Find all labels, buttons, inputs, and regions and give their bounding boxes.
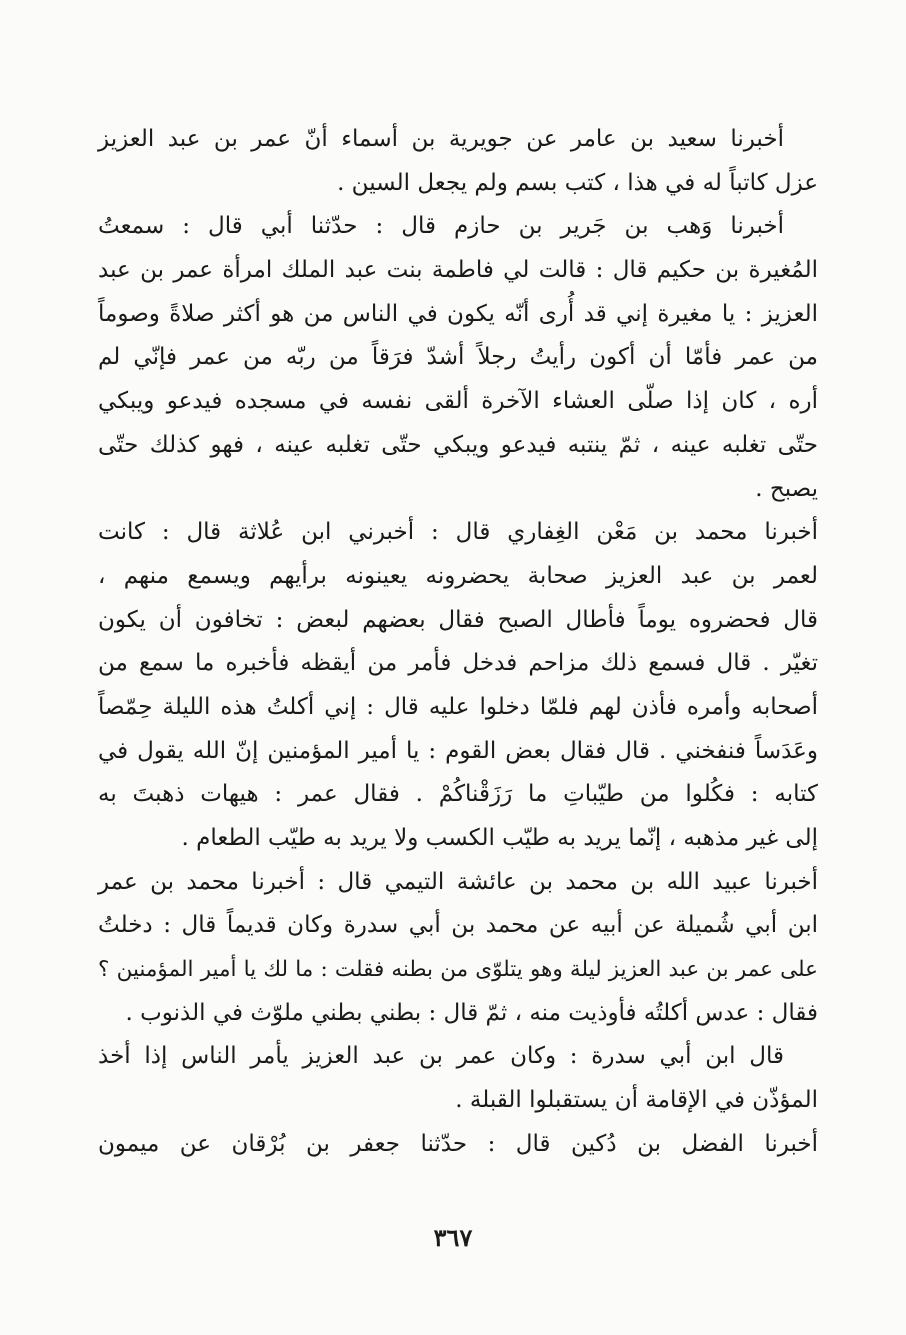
text-line: من عمر فأمّا أن أكون رأيتُ رجلاً أشدّ فرَقاً من ربّه من عمر فإنّي لم <box>98 344 818 371</box>
text-line: قال ابن أبي سدرة : وكان عمر بن عبد العزيز يأمر الناس إذا أخذ <box>98 1043 784 1070</box>
text-line: كتابه : فكُلوا من طيّباتِ ما رَزَقْناكُمْ . فقال عمر : هيهات ذهبتَ به <box>98 781 818 808</box>
text-line: قال فحضروه يوماً فأطال الصبح فقال بعضهم لبعض : تخافون أن يكون <box>98 606 818 633</box>
text-line: حتّى تغلبه عينه ، ثمّ ينتبه فيدعو ويبكي حتّى تغلبه عينه ، فهو كذلك حتّى <box>98 431 818 458</box>
text-line: أخبرنا الفضل بن دُكين قال : حدّثنا جعفر بن بُرْقان عن ميمون <box>98 1130 818 1157</box>
text-line: فقال : عدس أكلتُه فأوذيت منه ، ثمّ قال : بطني بطني ملوّث في الذنوب . <box>125 999 818 1026</box>
text-line: أره ، كان إذا صلّى العشاء الآخرة ألقى نفسه في مسجده فيدعو ويبكي <box>98 388 818 415</box>
text-line: عزل كاتباً له في هذا ، كتب بسم ولم يجعل السين . <box>337 169 818 196</box>
text-line: المؤذّن في الإقامة أن يستقبلوا القبلة . <box>455 1087 818 1114</box>
text-line: لعمر بن عبد العزيز صحابة يحضرونه يعينونه برأيهم ويسمع منهم ، <box>98 562 818 589</box>
text-line: ابن أبي شُميلة عن أبيه عن محمد بن أبي سدرة وكان قديماً قال : دخلتُ <box>98 912 818 939</box>
text-line: إلى غير مذهبه ، إنّما يريد به طيّب الكسب ولا يريد به طيّب الطعام . <box>181 825 818 851</box>
page-number: ٣٦٧ <box>433 1223 473 1252</box>
text-line: يصبح . <box>755 475 818 502</box>
text-line: وعَدَساً فنفخني . قال فقال بعض القوم : يا أمير المؤمنين إنّ الله يقول في <box>98 737 818 764</box>
text-line: المُغيرة بن حكيم قال : قالت لي فاطمة بنت عبد الملك امرأة عمر بن عبد <box>98 257 818 284</box>
text-line: تغيّر . قال فسمع ذلك مزاحم فدخل فأمر من أيقظه فأخبره ما سمع من <box>98 650 818 677</box>
text-line: العزيز : يا مغيرة إني قد أُرى أنّه يكون في الناس من هو أكثر صلاةً وصوماً <box>98 300 818 327</box>
main-text <box>98 118 818 1167</box>
text-line: أخبرنا وَهب بن جَرير بن حازم قال : حدّثنا أبي قال : سمعتُ <box>98 213 784 240</box>
text-line: أصحابه وأمره فأذن لهم فلمّا دخلوا عليه قال : إني أكلتُ هذه الليلة حِمّصاً <box>98 693 818 720</box>
text-line: أخبرنا محمد بن مَعْن الغِفاري قال : أخبرني ابن عُلاثة قال : كانت <box>98 519 818 546</box>
text-line: أخبرنا عبيد الله بن محمد بن عائشة التيمي قال : أخبرنا محمد بن عمر <box>98 868 819 895</box>
text-line: أخبرنا سعيد بن عامر عن جويرية بن أسماء أنّ عمر بن عبد العزيز <box>98 126 784 152</box>
text-line: على عمر بن عبد العزيز ليلة وهو يتلوّى من بطنه فقلت : ما لك يا أمير المؤمنين ؟ <box>98 957 818 983</box>
